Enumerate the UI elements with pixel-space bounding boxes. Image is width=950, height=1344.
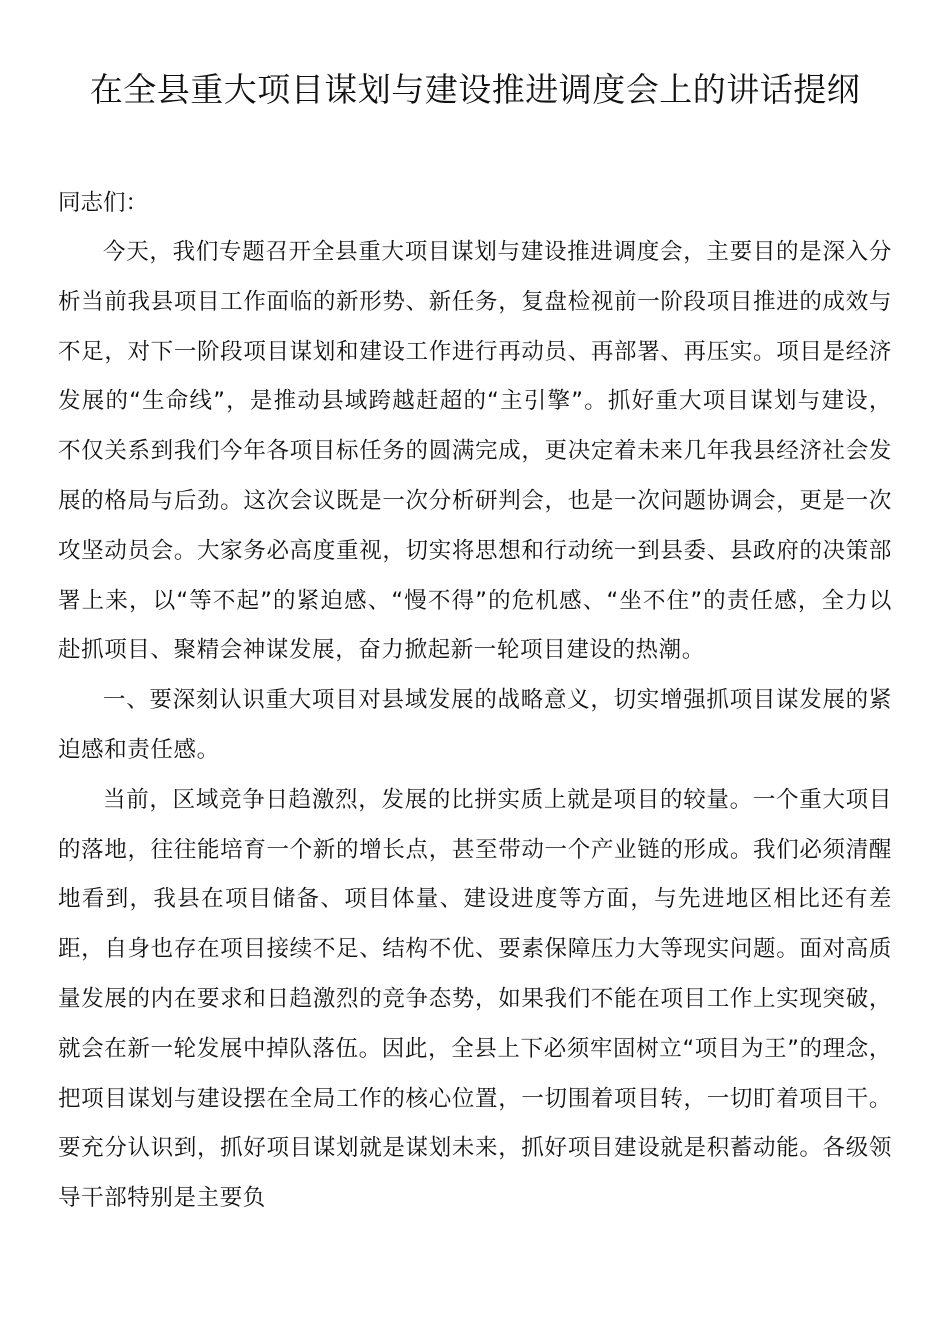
section-heading-1: 一、要深刻认识重大项目对县域发展的战略意义，切实增强抓项目谋发展的紧迫感和责任感。 — [58, 687, 892, 763]
document-title: 在全县重大项目谋划与建设推进调度会上的讲话提纲 — [89, 70, 861, 109]
paragraph-section-1: 当前，区域竞争日趋激烈，发展的比拼实质上就是项目的较量。一个重大项目的落地，往往能培育一个新的增长点，甚至带动一个产业链的形成。我们必须清醒地看到，我县在项目储备、项目体量、建设进度等方面，与先进地区相比还有差距，自身也存在项目接续不足、结构不优、要素保障压力大等现实问题。面对高质量发展的内在要求和日趋激烈的竞争态势，如果我们不能在项目工作上实现突破，就会在新一轮发展中掉队落伍。因此，全县上下必须牢固树立“项目为王”的理念，把项目谋划与建设摆在全局工作的核心位置，一切围着项目转，一切盯着项目干。要充分认识到，抓好项目谋划就是谋划未来，抓好项目建设就是积蓄动能。各级领导干部特别是主要负 — [58, 786, 892, 1212]
salutation: 同志们： — [58, 190, 149, 216]
paragraph-intro: 今天，我们专题召开全县重大项目谋划与建设推进调度会，主要目的是深入分析当前我县项目工作面临的新形势、新任务，复盘检视前一阶段项目推进的成效与不足，对下一阶段项目谋划和建设工作进行再动员、再部署、再压实。项目是经济发展的“生命线”，是推动县域跨越赶超的“主引擎”。抓好重大项目谋划与建设，不仅关系到我们今年各项目标任务的圆满完成，更决定着未来几年我县经济社会发展的格局与后劲。这次会议既是一次分析研判会，也是一次问题协调会，更是一次攻坚动员会。大家务必高度重视，切实将思想和行动统一到县委、县政府的决策部署上来，以“等不起”的紧迫感、“慢不得”的危机感、“坐不住”的责任感，全力以赴抓项目、聚精会神谋发展，奋力掀起新一轮项目建设的热潮。 — [58, 239, 892, 664]
